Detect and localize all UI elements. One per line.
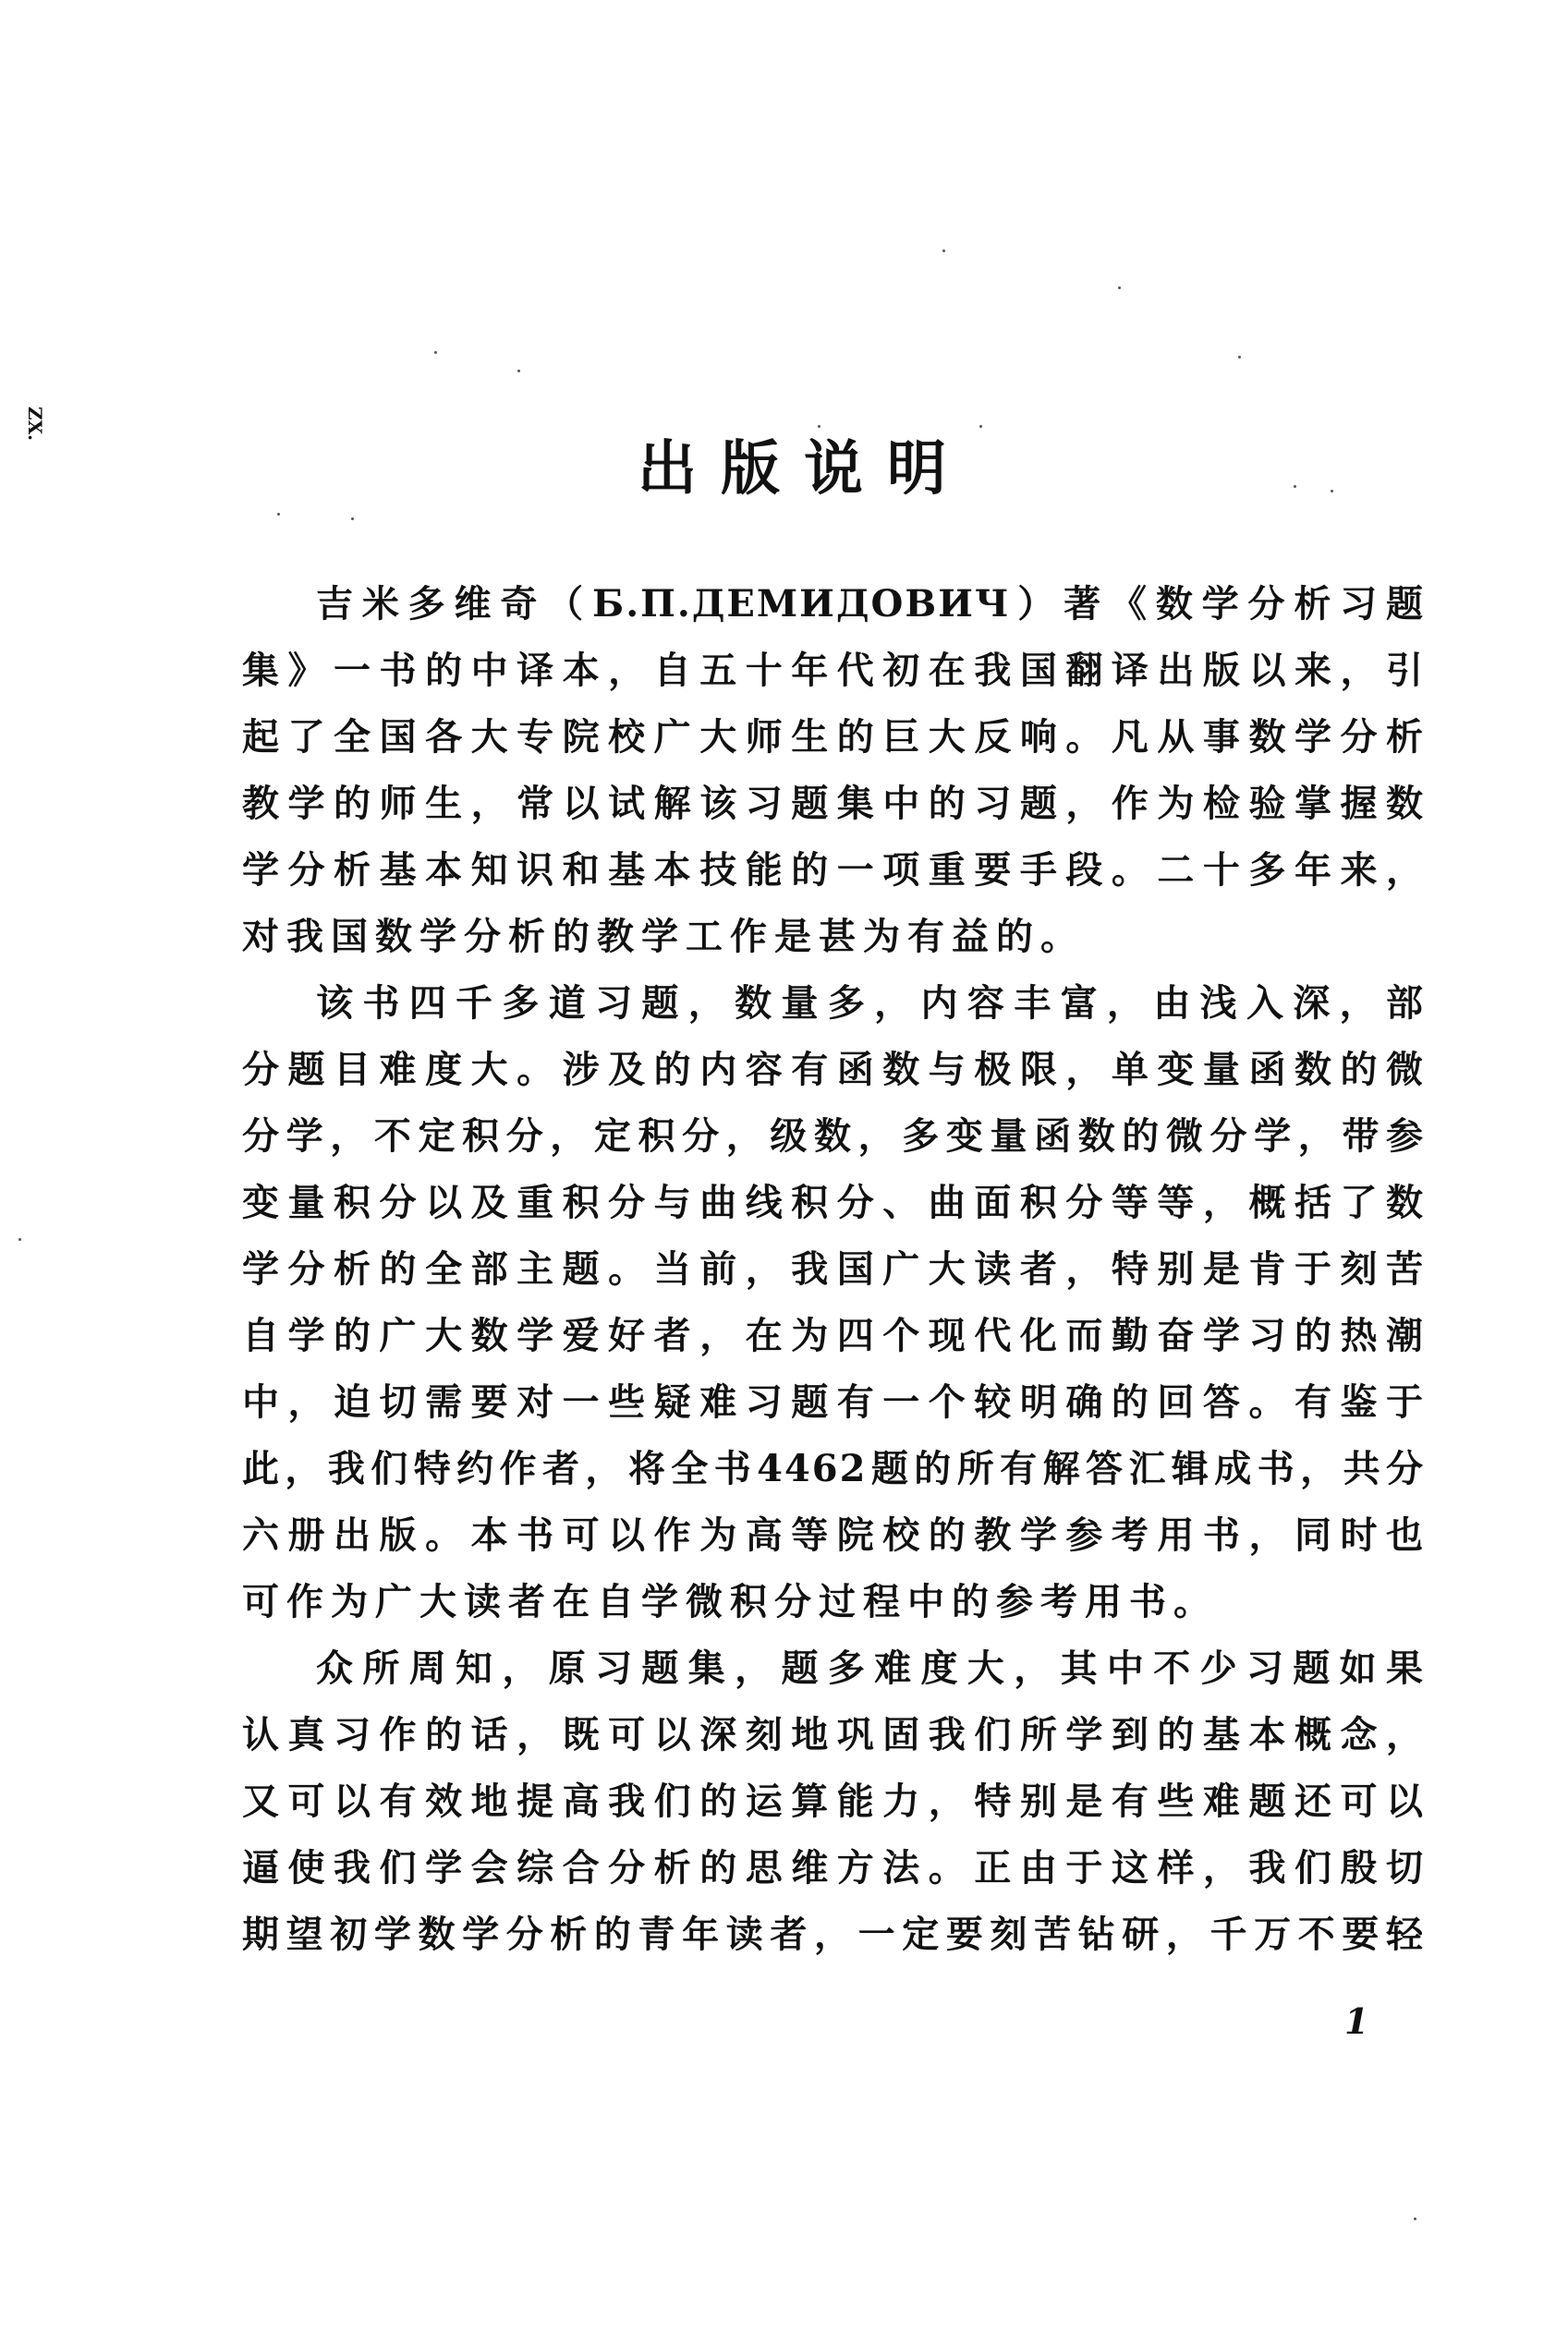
scan-speck xyxy=(1238,356,1241,358)
scan-speck xyxy=(517,370,520,372)
scan-speck xyxy=(979,425,982,428)
text-line: 又可以有效地提高我们的运算能力，特别是有些难题还可以 xyxy=(242,1780,1425,1823)
text-line: 六册出版。本书可以作为高等院校的教学参考用书，同时也 xyxy=(242,1513,1425,1557)
text-line: 起了全国各大专院校广大师生的巨大反响。凡从事数学分析 xyxy=(242,715,1425,759)
text-line: 可作为广大读者在自学微积分过程中的参考用书。 xyxy=(242,1580,1218,1623)
scan-speck xyxy=(18,1238,21,1241)
text-line: 众所周知，原习题集，题多难度大，其中不少习题如果 xyxy=(316,1646,1425,1690)
scan-speck xyxy=(1118,286,1121,289)
text-line: 期望初学数学分析的青年读者，一定要刻苦钻研，千万不要轻 xyxy=(242,1913,1425,1956)
scan-speck xyxy=(434,351,437,354)
scan-speck xyxy=(1331,490,1333,492)
body-text xyxy=(242,571,1425,1968)
scan-speck xyxy=(1414,2218,1416,2220)
margin-scan-mark: ZX. xyxy=(24,407,46,442)
text-line: 学分析的全部主题。当前，我国广大读者，特别是肯于刻苦 xyxy=(242,1247,1425,1291)
scan-speck xyxy=(351,517,354,520)
text-line: 认真习作的话，既可以深刻地巩固我们所学到的基本概念， xyxy=(242,1713,1425,1756)
scan-speck xyxy=(1294,485,1296,488)
scan-speck xyxy=(942,249,945,252)
page-title: 出版说明 xyxy=(638,434,970,504)
text-line: 中，迫切需要对一些疑难习题有一个较明确的回答。有鉴于 xyxy=(242,1380,1425,1424)
text-line: 教学的师生，常以试解该习题集中的习题，作为检验掌握数 xyxy=(242,782,1425,825)
text-line: 此，我们特约作者，将全书4462题的所有解答汇辑成书，共分 xyxy=(242,1447,1425,1490)
text-line: 对我国数学分析的教学工作是甚为有益的。 xyxy=(242,915,1085,958)
text-line: 分题目难度大。涉及的内容有函数与极限，单变量函数的微 xyxy=(242,1048,1425,1091)
text-line: 分学，不定积分，定积分，级数，多变量函数的微分学，带参 xyxy=(242,1114,1425,1158)
text-line: 吉米多维奇（Б.П.ДЕМИДОВИЧ）著《数学分析习题 xyxy=(316,582,1425,626)
text-line: 逼使我们学会综合分析的思维方法。正由于这样，我们殷切 xyxy=(242,1846,1425,1889)
text-line: 集》一书的中译本，自五十年代初在我国翻译出版以来，引 xyxy=(242,649,1425,692)
page-number: 1 xyxy=(1344,2000,1369,2042)
scan-speck xyxy=(818,425,820,428)
text-line: 变量积分以及重积分与曲线积分、曲面积分等等，概括了数 xyxy=(242,1181,1425,1224)
scan-speck xyxy=(277,513,280,516)
text-line: 学分析基本知识和基本技能的一项重要手段。二十多年来， xyxy=(242,848,1425,892)
text-line: 自学的广大数学爱好者，在为四个现代化而勤奋学习的热潮 xyxy=(242,1314,1425,1357)
text-line: 该书四千多道习题，数量多，内容丰富，由浅入深，部 xyxy=(316,981,1425,1025)
